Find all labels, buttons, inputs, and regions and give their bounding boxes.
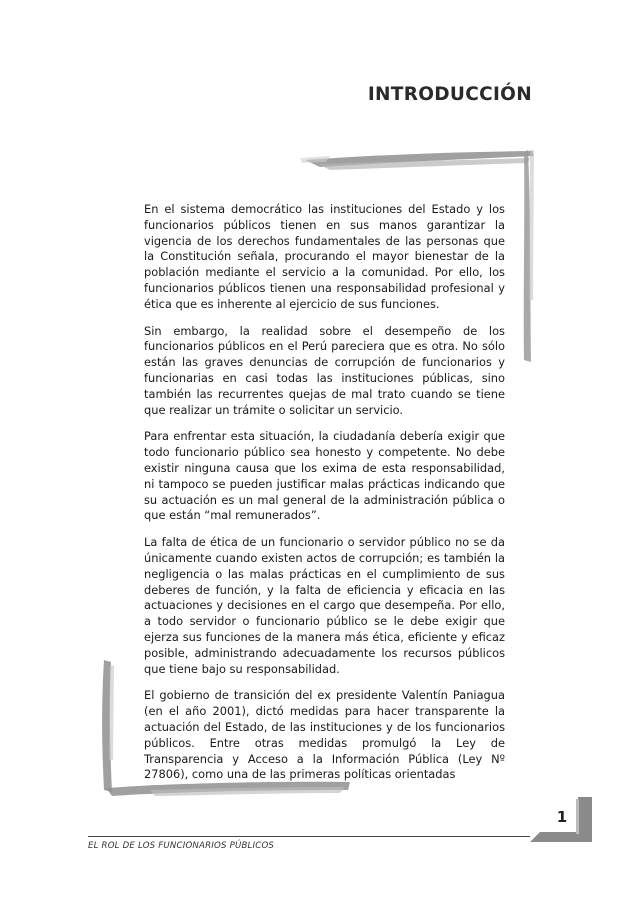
paragraph-3: Para enfrentar esta situación, la ciudadanía debería exigir que todo funcionario público sea honesto y competente. No debe existir ninguna causa que los exima de esta responsabilidad, ni tampoco se pueden justificar malas prácticas indicando que su actuación es un mal general de la administración pública o que están “mal remunerados”. xyxy=(144,429,505,523)
page-title: INTRODUCCIÓN xyxy=(367,84,532,105)
body-text xyxy=(144,202,505,794)
paragraph-5: El gobierno de transición del ex presidente Valentín Paniagua (en el año 2001), dictó medidas para hacer transparente la actuación del Estado, de las instituciones y de los funcionarios públicos. Entre otras medidas promulgó la Ley de Transparencia y Acceso a la Información Pública (Ley Nº 27806), como una de las primeras políticas orientadas xyxy=(144,688,505,782)
paragraph-2: Sin embargo, la realidad sobre el desempeño de los funcionarios públicos en el Perú pareciera que es otra. No sólo están las graves denuncias de corrupción de funcionarios y funcionarias en casi todas las instituciones públicas, sino también las recurrentes quejas de mal trato cuando se tiene que realizar un trámite o solicitar un servicio. xyxy=(144,323,505,417)
page-number: 1 xyxy=(556,808,568,826)
paragraph-4: La falta de ética de un funcionario o servidor público no se da únicamente cuando existen actos de corrupción; es también la negligencia o las malas prácticas en el cumplimiento de sus deberes de función, y la falta de eficiencia y eficacia en las actuaciones y decisiones en el cargo que desempeña. Por ello, a todo servidor o funcionario público se le debe exigir que ejerza sus funciones de la manera más ética, eficiente y eficaz posible, administrando adecuadamente los recursos públicos que tiene bajo su responsabilidad. xyxy=(144,535,505,676)
footer-divider xyxy=(88,836,530,837)
footer-running-title: EL ROL DE LOS FUNCIONARIOS PÚBLICOS xyxy=(88,841,275,851)
paragraph-1: En el sistema democrático las instituciones del Estado y los funcionarios públicos tienen en sus manos garantizar la vigencia de los derechos fundamentales de las personas que la Constitución señala, procurando el mayor bienestar de la población mediante el servicio a la comunidad. Por ello, los funcionarios públicos tienen una responsabilidad profesional y ética que es inherente al ejercicio de sus funciones. xyxy=(144,202,505,311)
